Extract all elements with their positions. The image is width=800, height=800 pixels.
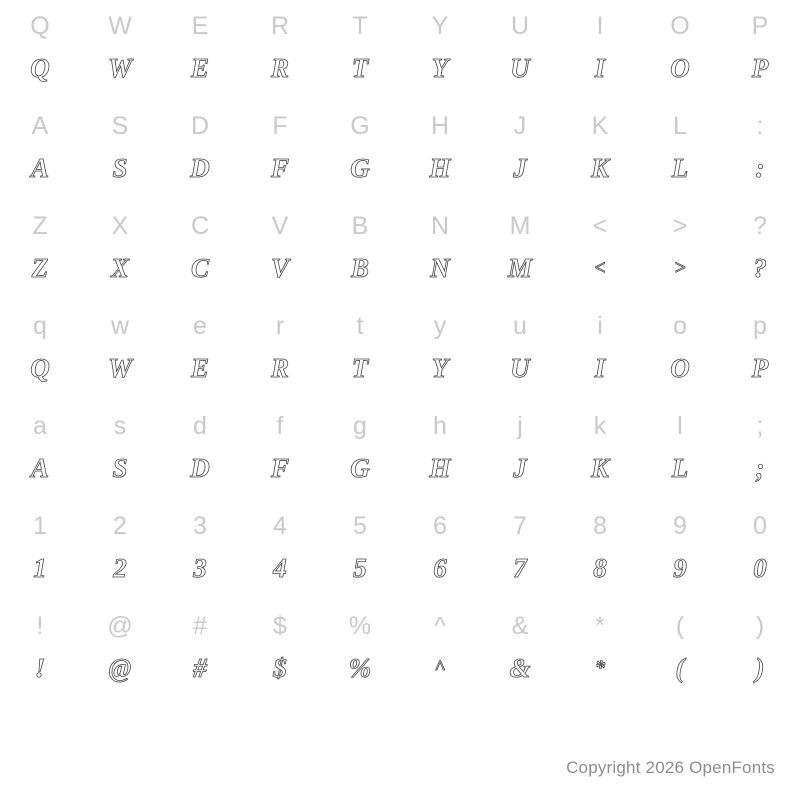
key-label: i <box>597 311 603 340</box>
glyph-sample: G <box>350 452 370 483</box>
glyph-sample: ; <box>755 452 765 483</box>
glyph-sample: 7 <box>513 552 527 583</box>
key-label: 8 <box>593 511 607 540</box>
key-label: f <box>276 411 284 440</box>
glyph-sample: W <box>107 52 132 83</box>
key-label: W <box>108 11 132 40</box>
key-label: 4 <box>273 511 287 540</box>
key-label: o <box>673 311 687 340</box>
glyph-cell <box>560 200 640 300</box>
glyph-sample: 9 <box>673 552 687 583</box>
key-label: q <box>33 311 47 340</box>
glyph-sample: I <box>594 52 606 83</box>
glyph-cell <box>480 500 560 600</box>
glyph-cell <box>400 100 480 200</box>
glyph-sample: Z <box>31 252 49 283</box>
key-label: F <box>272 111 288 140</box>
key-label: 1 <box>33 511 47 540</box>
glyph-cell <box>0 400 80 500</box>
glyph-sample: P <box>751 52 769 83</box>
key-label: a <box>33 411 47 440</box>
key-label: @ <box>107 611 133 640</box>
key-label: J <box>513 111 527 140</box>
glyph-cell <box>720 0 800 100</box>
glyph-sample: & <box>509 652 531 683</box>
glyph-cell <box>400 500 480 600</box>
glyph-sample: G <box>350 152 370 183</box>
glyph-cell <box>560 0 640 100</box>
copyright-notice: Copyright 2026 OpenFonts <box>566 758 775 777</box>
key-label: C <box>190 211 210 240</box>
glyph-cell <box>640 100 720 200</box>
glyph-cell <box>240 500 320 600</box>
glyph-cell <box>240 600 320 700</box>
glyph-cell <box>160 300 240 400</box>
glyph-sample: < <box>594 257 606 279</box>
glyph-sample: O <box>670 352 690 383</box>
glyph-cell <box>640 0 720 100</box>
glyph-sample: R <box>270 352 289 383</box>
glyph-sample: ) <box>755 652 765 683</box>
key-label: E <box>191 11 209 40</box>
key-label: ) <box>755 611 765 640</box>
glyph-sample: K <box>590 152 609 183</box>
glyph-sample: N <box>430 252 450 283</box>
glyph-cell <box>160 100 240 200</box>
key-label: R <box>270 11 290 40</box>
key-label: H <box>430 111 450 140</box>
glyph-cell <box>160 600 240 700</box>
glyph-sample: L <box>671 152 689 183</box>
glyph-sample: F <box>270 452 289 483</box>
glyph-sample: A <box>30 452 49 483</box>
glyph-cell <box>0 200 80 300</box>
glyph-sample: S <box>112 152 128 183</box>
glyph-cell <box>480 100 560 200</box>
glyph-sample: J <box>513 452 527 483</box>
glyph-sample: X <box>110 252 129 283</box>
key-label: 5 <box>353 511 367 540</box>
key-label: 3 <box>193 511 207 540</box>
glyph-cell <box>0 0 80 100</box>
glyph-sample: T <box>351 352 369 383</box>
glyph-cell <box>240 300 320 400</box>
glyph-sample: * <box>595 657 605 679</box>
glyph-cell <box>720 300 800 400</box>
glyph-cell <box>80 0 160 100</box>
glyph-sample: C <box>190 252 209 283</box>
key-label: l <box>677 411 683 440</box>
glyph-cell <box>560 500 640 600</box>
glyph-sample: 2 <box>113 552 127 583</box>
key-label: M <box>509 211 531 240</box>
key-label: Q <box>30 11 50 40</box>
glyph-cell <box>640 600 720 700</box>
key-label: ! <box>36 611 44 640</box>
glyph-cell <box>720 200 800 300</box>
glyph-sample: T <box>351 52 369 83</box>
key-label: y <box>433 311 447 340</box>
glyph-sample: R <box>270 52 289 83</box>
key-label: ( <box>675 611 685 640</box>
glyph-sample: H <box>429 452 451 483</box>
glyph-cell <box>720 100 800 200</box>
key-label: 9 <box>673 511 687 540</box>
glyph-cell <box>560 600 640 700</box>
glyph-cell <box>560 300 640 400</box>
key-label: L <box>673 111 687 140</box>
glyph-sample: # <box>193 652 207 683</box>
glyph-sample: O <box>670 52 690 83</box>
key-label: > <box>672 211 688 240</box>
glyph-sample: P <box>751 352 769 383</box>
glyph-sample: J <box>513 152 527 183</box>
key-label: u <box>513 311 527 340</box>
key-label: e <box>193 311 207 340</box>
glyph-sample: 8 <box>593 552 607 583</box>
glyph-sample: Y <box>431 352 449 383</box>
glyph-cell <box>80 400 160 500</box>
glyph-cell <box>80 500 160 600</box>
glyph-cell <box>400 200 480 300</box>
key-label: X <box>111 211 129 240</box>
glyph-cell <box>320 600 400 700</box>
key-label: p <box>753 311 767 340</box>
glyph-cell <box>160 200 240 300</box>
key-label: j <box>517 411 523 440</box>
glyph-cell <box>80 100 160 200</box>
key-label: h <box>433 411 447 440</box>
key-label: : <box>756 111 764 140</box>
key-label: ; <box>756 411 764 440</box>
key-label: ^ <box>434 611 446 640</box>
glyph-sample: : <box>755 152 765 183</box>
key-label: Y <box>431 11 449 40</box>
key-label: # <box>193 611 207 640</box>
glyph-sample: ^ <box>434 657 446 679</box>
glyph-sample: D <box>190 152 210 183</box>
key-label: w <box>110 311 130 340</box>
key-label: < <box>592 211 608 240</box>
key-label: V <box>271 211 289 240</box>
glyph-cell <box>480 600 560 700</box>
key-label: 0 <box>753 511 767 540</box>
glyph-sample: Q <box>30 352 50 383</box>
glyph-cell <box>560 100 640 200</box>
glyph-cell <box>320 200 400 300</box>
key-label: S <box>111 111 129 140</box>
glyph-sample: 5 <box>353 552 367 583</box>
glyph-sample: @ <box>108 652 132 683</box>
glyph-sample: L <box>671 452 689 483</box>
glyph-cell <box>320 0 400 100</box>
key-label: 2 <box>113 511 127 540</box>
key-label: s <box>113 411 127 440</box>
glyph-sample: U <box>510 352 530 383</box>
key-label: P <box>751 11 769 40</box>
key-label: ? <box>753 211 767 240</box>
glyph-cell <box>560 400 640 500</box>
key-label: r <box>275 311 285 340</box>
glyph-sample: D <box>190 452 210 483</box>
glyph-cell <box>640 400 720 500</box>
glyph-cell <box>0 100 80 200</box>
glyph-cell <box>320 400 400 500</box>
glyph-sample: E <box>190 352 209 383</box>
glyph-sample: 6 <box>433 552 447 583</box>
key-label: B <box>351 211 369 240</box>
glyph-sample: V <box>270 252 289 283</box>
key-label: I <box>596 11 604 40</box>
glyph-cell <box>400 600 480 700</box>
key-label: d <box>193 411 207 440</box>
glyph-sample: U <box>510 52 530 83</box>
glyph-sample: E <box>190 52 209 83</box>
glyph-cell <box>160 500 240 600</box>
glyph-cell <box>480 0 560 100</box>
glyph-sample: H <box>429 152 451 183</box>
glyph-sample: Y <box>431 52 449 83</box>
glyph-sample: $ <box>273 652 287 683</box>
key-label: 6 <box>433 511 447 540</box>
glyph-cell <box>640 200 720 300</box>
glyph-cell <box>720 500 800 600</box>
glyph-cell <box>0 600 80 700</box>
glyph-cell <box>0 500 80 600</box>
glyph-cell <box>480 400 560 500</box>
glyph-sample: 3 <box>193 552 207 583</box>
glyph-sample: Q <box>30 52 50 83</box>
glyph-cell <box>400 0 480 100</box>
glyph-sample: M <box>507 252 532 283</box>
key-label: * <box>595 611 605 640</box>
glyph-sample: ( <box>675 652 685 683</box>
glyph-cell <box>320 300 400 400</box>
key-label: t <box>356 311 364 340</box>
glyph-sample: W <box>107 352 132 383</box>
glyph-sample: B <box>350 252 369 283</box>
key-label: 7 <box>513 511 527 540</box>
key-label: $ <box>273 611 287 640</box>
glyph-cell <box>240 100 320 200</box>
glyph-sample: ! <box>34 652 46 683</box>
key-label: & <box>511 611 529 640</box>
glyph-cell <box>320 500 400 600</box>
key-label: N <box>430 211 450 240</box>
glyph-sample: ? <box>753 252 767 283</box>
glyph-cell <box>320 100 400 200</box>
glyph-cell <box>480 300 560 400</box>
glyph-cell <box>480 200 560 300</box>
key-label: O <box>670 11 690 40</box>
glyph-cell <box>0 300 80 400</box>
glyph-cell <box>720 600 800 700</box>
key-label: Z <box>32 211 48 240</box>
glyph-sample: 1 <box>33 552 47 583</box>
glyph-sample: > <box>674 257 686 279</box>
glyph-cell <box>160 400 240 500</box>
glyph-sample: I <box>594 352 606 383</box>
key-label: % <box>348 611 372 640</box>
glyph-sample: 4 <box>273 552 287 583</box>
glyph-cell <box>640 300 720 400</box>
glyph-cell <box>720 400 800 500</box>
key-label: K <box>591 111 609 140</box>
glyph-sample: K <box>590 452 609 483</box>
glyph-cell <box>400 400 480 500</box>
glyph-cell <box>80 600 160 700</box>
glyph-cell <box>400 300 480 400</box>
key-label: T <box>352 11 368 40</box>
glyph-sample: % <box>348 652 372 683</box>
key-label: A <box>31 111 49 140</box>
key-label: G <box>350 111 370 140</box>
glyph-cell <box>240 0 320 100</box>
glyph-cell <box>80 200 160 300</box>
glyph-sample: 0 <box>753 552 767 583</box>
glyph-cell <box>640 500 720 600</box>
glyph-cell <box>80 300 160 400</box>
glyph-cell <box>240 200 320 300</box>
glyph-cell <box>240 400 320 500</box>
key-label: D <box>190 111 210 140</box>
glyph-sample: A <box>30 152 49 183</box>
glyph-cell <box>160 0 240 100</box>
key-label: U <box>510 11 530 40</box>
key-label: k <box>593 411 607 440</box>
glyph-sample: S <box>112 452 128 483</box>
key-label: g <box>353 411 367 440</box>
glyph-sample: F <box>270 152 289 183</box>
